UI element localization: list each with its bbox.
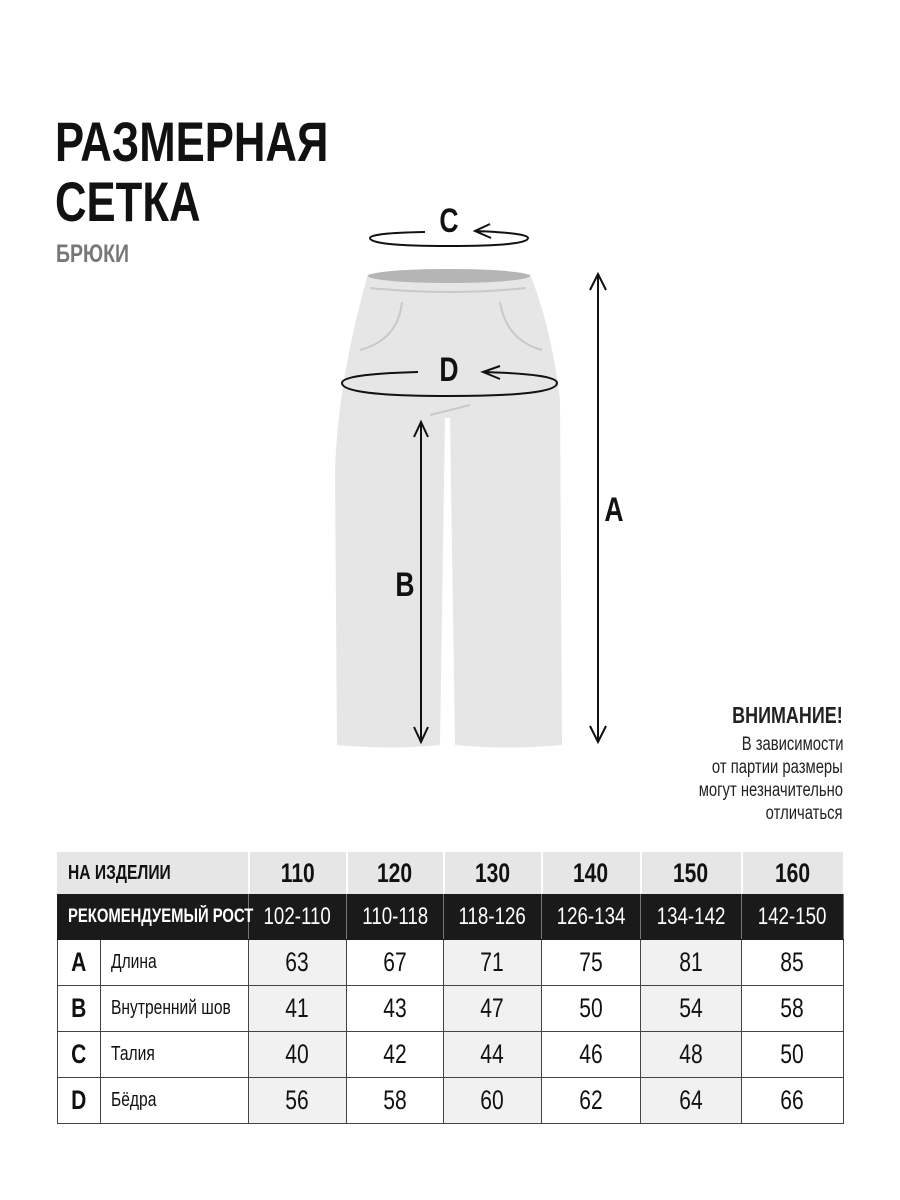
label-b: B xyxy=(395,565,415,604)
row-name: Бёдра xyxy=(111,1089,157,1111)
value-cell: 50 xyxy=(780,1039,805,1069)
value-cell: 58 xyxy=(780,993,805,1023)
value-cell: 85 xyxy=(780,947,805,977)
value-cell: 54 xyxy=(679,993,703,1023)
label-a: A xyxy=(604,490,624,529)
value-cell: 47 xyxy=(480,993,505,1023)
waistband xyxy=(368,269,530,283)
value-cell: 44 xyxy=(480,1039,505,1069)
title-line-2: СЕТКА xyxy=(55,170,201,233)
row-letter: A xyxy=(71,947,87,977)
value-cell: 48 xyxy=(679,1039,703,1069)
size-cell: 120 xyxy=(377,857,413,888)
row-letter: C xyxy=(71,1039,87,1069)
size-cell: 140 xyxy=(573,857,609,888)
value-cell: 42 xyxy=(383,1039,407,1069)
length-arrow-icon xyxy=(590,274,606,742)
value-cell: 67 xyxy=(383,947,407,977)
size-header-row xyxy=(58,853,844,894)
value-cell: 43 xyxy=(383,993,407,1023)
note-line: В зависимости xyxy=(741,734,843,755)
value-cell: 50 xyxy=(579,993,603,1023)
size-cell: 130 xyxy=(474,857,511,888)
note-line: от партии размеры xyxy=(712,757,843,778)
label-c: C xyxy=(439,201,459,240)
height-cell: 110-118 xyxy=(362,902,428,930)
value-cell: 81 xyxy=(679,947,703,977)
value-cell: 56 xyxy=(285,1085,310,1115)
row-letter: B xyxy=(71,993,87,1023)
height-label: РЕКОМЕНДУЕМЫЙ РОСТ xyxy=(68,905,254,927)
value-cell: 66 xyxy=(780,1085,805,1115)
row-name: Талия xyxy=(111,1043,155,1065)
size-table xyxy=(57,852,845,1124)
value-cell: 75 xyxy=(579,947,603,977)
height-cell: 118-126 xyxy=(458,902,527,930)
size-cell: 160 xyxy=(774,857,811,888)
height-cell: 142-150 xyxy=(758,902,827,930)
size-cell: 110 xyxy=(280,857,315,888)
note-heading: ВНИМАНИЕ! xyxy=(732,702,843,728)
note-line: могут незначительно xyxy=(698,780,843,801)
height-cell: 126-134 xyxy=(556,902,626,930)
note-line: отличаться xyxy=(766,803,843,824)
row-name: Внутренний шов xyxy=(111,997,231,1019)
measurement-row xyxy=(58,940,844,986)
height-cell: 134-142 xyxy=(656,902,726,930)
height-row xyxy=(58,894,844,940)
value-cell: 60 xyxy=(480,1085,505,1115)
label-d: D xyxy=(439,350,459,389)
value-cell: 71 xyxy=(480,947,505,977)
value-cell: 63 xyxy=(285,947,310,977)
row-name: Длина xyxy=(111,951,157,973)
measurement-row xyxy=(58,1032,844,1078)
size-cell: 150 xyxy=(673,857,709,888)
title-line-1: РАЗМЕРНАЯ xyxy=(55,110,329,173)
value-cell: 64 xyxy=(679,1085,703,1115)
height-cell: 102-110 xyxy=(263,902,332,930)
header-label: НА ИЗДЕЛИИ xyxy=(68,861,171,884)
subtitle-text: БРЮКИ xyxy=(56,240,130,268)
value-cell: 62 xyxy=(579,1085,603,1115)
value-cell: 40 xyxy=(285,1039,310,1069)
measurement-row xyxy=(58,986,844,1032)
attention-note xyxy=(658,702,843,825)
value-cell: 58 xyxy=(383,1085,407,1115)
value-cell: 46 xyxy=(579,1039,603,1069)
row-letter: D xyxy=(71,1085,87,1115)
value-cell: 41 xyxy=(285,993,310,1023)
measurement-row xyxy=(58,1078,844,1124)
